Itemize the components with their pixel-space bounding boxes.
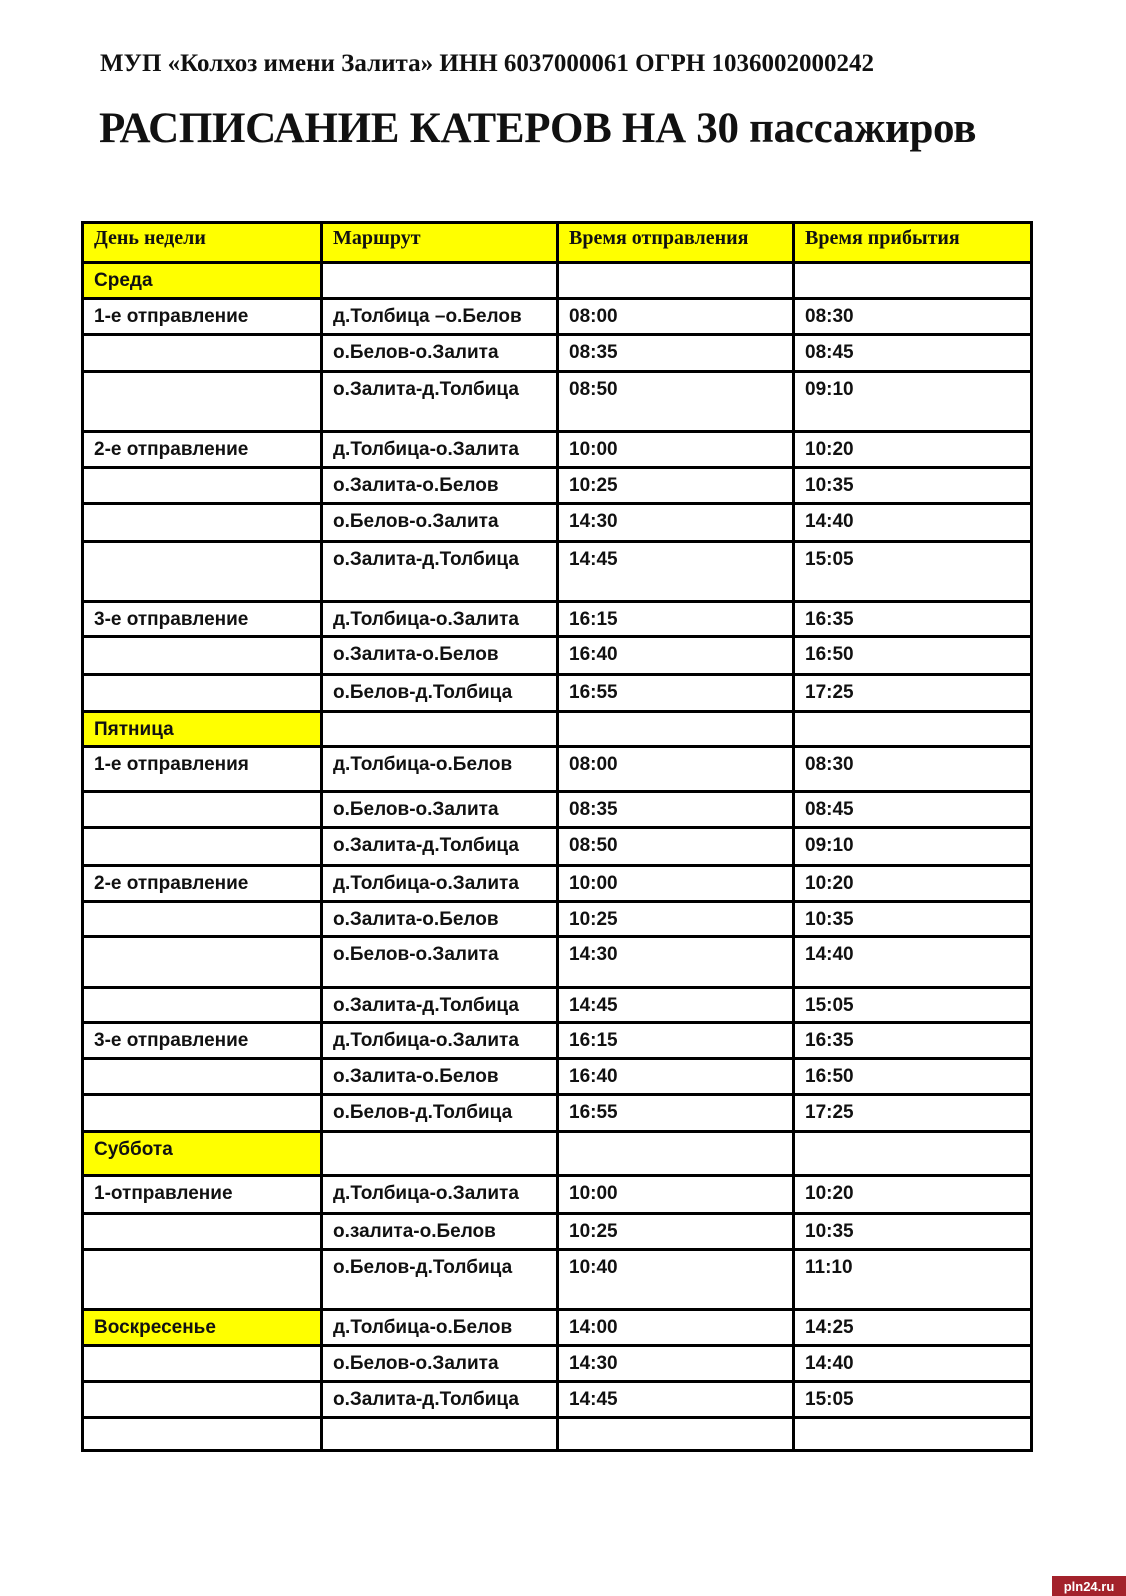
cell-route: о.Залита-д.Толбица [322, 988, 558, 1023]
cell-day [83, 335, 322, 372]
table-row [83, 1176, 1032, 1214]
organization-line: МУП «Колхоз имени Залита» ИНН 6037000061 ОГРН 1036002000242 [100, 50, 874, 77]
cell-arrival: 10:35 [794, 468, 1032, 504]
cell-departure: 16:15 [558, 602, 794, 637]
cell-arrival: 14:40 [794, 937, 1032, 988]
cell-route: д.Толбица-о.Залита [322, 1023, 558, 1059]
cell-day [83, 988, 322, 1023]
cell-day [83, 372, 322, 432]
cell-route: д.Толбица-о.Белов [322, 1310, 558, 1346]
cell-arrival: 08:30 [794, 747, 1032, 792]
cell-arrival: 09:10 [794, 372, 1032, 432]
table-row [83, 1346, 1032, 1382]
cell-departure: 08:35 [558, 792, 794, 828]
cell-day: 3-е отправление [83, 602, 322, 637]
table-row [83, 637, 1032, 675]
cell-departure: 08:50 [558, 828, 794, 866]
cell-departure: 14:30 [558, 504, 794, 542]
cell-route: о.Белов-о.Залита [322, 792, 558, 828]
cell-departure: 08:50 [558, 372, 794, 432]
cell-arrival: 16:50 [794, 637, 1032, 675]
cell-route: о.Белов-д.Толбица [322, 1095, 558, 1132]
cell-route: о.Белов-о.Залита [322, 1346, 558, 1382]
cell-departure: 10:00 [558, 866, 794, 902]
cell-day [83, 637, 322, 675]
cell-departure: 16:40 [558, 637, 794, 675]
cell-route: о.Залита-о.Белов [322, 902, 558, 937]
day-section-row [83, 263, 1032, 299]
cell-route: д.Толбица-о.Белов [322, 747, 558, 792]
table-row [83, 602, 1032, 637]
cell-route: о.Залита-д.Толбица [322, 1382, 558, 1418]
table-row [83, 1095, 1032, 1132]
cell-departure: 10:00 [558, 1176, 794, 1214]
cell-departure: 10:25 [558, 1214, 794, 1250]
cell-day [83, 1382, 322, 1418]
cell-departure: 16:55 [558, 1095, 794, 1132]
table-row [83, 988, 1032, 1023]
cell-arrival: 08:30 [794, 299, 1032, 335]
table-row [83, 432, 1032, 468]
cell-route: д.Толбица-о.Залита [322, 1176, 558, 1214]
cell-route: д.Толбица-о.Залита [322, 866, 558, 902]
cell-arrival: 17:25 [794, 675, 1032, 712]
table-row [83, 335, 1032, 372]
cell-departure: 14:00 [558, 1310, 794, 1346]
cell-day [83, 902, 322, 937]
cell-arrival: 10:20 [794, 1176, 1032, 1214]
cell-arrival: 08:45 [794, 792, 1032, 828]
cell-route: о.Белов-о.Залита [322, 335, 558, 372]
cell-arrival: 15:05 [794, 542, 1032, 602]
cell-route: д.Толбица-о.Залита [322, 432, 558, 468]
cell-arrival: 10:35 [794, 902, 1032, 937]
cell-departure: 14:30 [558, 1346, 794, 1382]
day-section-row [83, 1132, 1032, 1176]
cell-day: 2-е отправление [83, 866, 322, 902]
cell-arrival [794, 1418, 1032, 1451]
cell-day: 1-отправление [83, 1176, 322, 1214]
cell-day: Среда [83, 263, 322, 299]
column-header-arrival: Время прибытия [794, 223, 1032, 263]
cell-arrival: 16:50 [794, 1059, 1032, 1095]
cell-day: 2-е отправление [83, 432, 322, 468]
column-header-route: Маршрут [322, 223, 558, 263]
cell-arrival: 11:10 [794, 1250, 1032, 1310]
cell-route: о.Залита-о.Белов [322, 1059, 558, 1095]
cell-day [83, 1095, 322, 1132]
cell-arrival: 16:35 [794, 1023, 1032, 1059]
cell-arrival [794, 263, 1032, 299]
cell-day [83, 1250, 322, 1310]
cell-day: 1-е отправление [83, 299, 322, 335]
cell-arrival: 08:45 [794, 335, 1032, 372]
cell-departure: 08:00 [558, 299, 794, 335]
cell-route: о.Залита-д.Толбица [322, 828, 558, 866]
cell-arrival [794, 712, 1032, 747]
cell-day: 1-е отправления [83, 747, 322, 792]
cell-route [322, 1418, 558, 1451]
cell-day [83, 828, 322, 866]
cell-departure: 10:25 [558, 468, 794, 504]
cell-day: Пятница [83, 712, 322, 747]
table-row [83, 1418, 1032, 1451]
cell-route: о.Белов-д.Толбица [322, 675, 558, 712]
cell-arrival: 14:40 [794, 504, 1032, 542]
schedule-table [81, 221, 1033, 1452]
table-row [83, 1059, 1032, 1095]
cell-route: д.Толбица –о.Белов [322, 299, 558, 335]
cell-departure: 10:00 [558, 432, 794, 468]
document-title: РАСПИСАНИЕ КАТЕРОВ НА 30 пассажиров [99, 105, 977, 152]
cell-route: о.Белов-д.Толбица [322, 1250, 558, 1310]
cell-route: о.Белов-о.Залита [322, 937, 558, 988]
table-row [83, 828, 1032, 866]
cell-day [83, 542, 322, 602]
cell-arrival: 15:05 [794, 1382, 1032, 1418]
column-header-day: День недели [83, 223, 322, 263]
cell-departure: 16:40 [558, 1059, 794, 1095]
cell-day [83, 792, 322, 828]
cell-departure: 08:35 [558, 335, 794, 372]
table-row [83, 1214, 1032, 1250]
cell-departure: 14:45 [558, 1382, 794, 1418]
cell-route: о.залита-о.Белов [322, 1214, 558, 1250]
cell-route: о.Залита-д.Толбица [322, 542, 558, 602]
cell-day [83, 1059, 322, 1095]
cell-departure: 14:30 [558, 937, 794, 988]
table-row [83, 866, 1032, 902]
cell-route: о.Белов-о.Залита [322, 504, 558, 542]
cell-departure [558, 712, 794, 747]
cell-departure: 10:40 [558, 1250, 794, 1310]
column-header-departure: Время отправления [558, 223, 794, 263]
cell-day [83, 1418, 322, 1451]
cell-arrival: 17:25 [794, 1095, 1032, 1132]
cell-route: о.Залита-о.Белов [322, 637, 558, 675]
cell-arrival: 14:40 [794, 1346, 1032, 1382]
table-row [83, 747, 1032, 792]
site-watermark: pln24.ru [1052, 1576, 1126, 1596]
cell-route [322, 263, 558, 299]
cell-day [83, 1214, 322, 1250]
cell-route [322, 712, 558, 747]
cell-departure: 08:00 [558, 747, 794, 792]
cell-day [83, 504, 322, 542]
cell-arrival: 10:35 [794, 1214, 1032, 1250]
cell-day [83, 1346, 322, 1382]
cell-day [83, 468, 322, 504]
table-row [83, 1310, 1032, 1346]
cell-arrival: 16:35 [794, 602, 1032, 637]
table-row [83, 542, 1032, 602]
cell-departure: 14:45 [558, 542, 794, 602]
day-section-row [83, 712, 1032, 747]
table-row [83, 1382, 1032, 1418]
cell-arrival: 10:20 [794, 866, 1032, 902]
cell-day: 3-е отправление [83, 1023, 322, 1059]
table-row [83, 902, 1032, 937]
table-row [83, 792, 1032, 828]
cell-arrival [794, 1132, 1032, 1176]
table-row [83, 468, 1032, 504]
cell-route: о.Залита-д.Толбица [322, 372, 558, 432]
table-header-row [83, 223, 1032, 263]
table-row [83, 937, 1032, 988]
table-row [83, 504, 1032, 542]
cell-departure [558, 1132, 794, 1176]
cell-day [83, 937, 322, 988]
cell-departure: 16:55 [558, 675, 794, 712]
cell-arrival: 10:20 [794, 432, 1032, 468]
table-row [83, 372, 1032, 432]
cell-arrival: 09:10 [794, 828, 1032, 866]
cell-departure [558, 1418, 794, 1451]
table-row [83, 1023, 1032, 1059]
cell-departure: 10:25 [558, 902, 794, 937]
cell-arrival: 15:05 [794, 988, 1032, 1023]
cell-day: Суббота [83, 1132, 322, 1176]
cell-route: о.Залита-о.Белов [322, 468, 558, 504]
cell-departure: 16:15 [558, 1023, 794, 1059]
cell-route: д.Толбица-о.Залита [322, 602, 558, 637]
table-row [83, 1250, 1032, 1310]
cell-departure [558, 263, 794, 299]
cell-departure: 14:45 [558, 988, 794, 1023]
cell-arrival: 14:25 [794, 1310, 1032, 1346]
cell-day [83, 675, 322, 712]
cell-route [322, 1132, 558, 1176]
table-row [83, 675, 1032, 712]
cell-day: Воскресенье [83, 1310, 322, 1346]
table-row [83, 299, 1032, 335]
